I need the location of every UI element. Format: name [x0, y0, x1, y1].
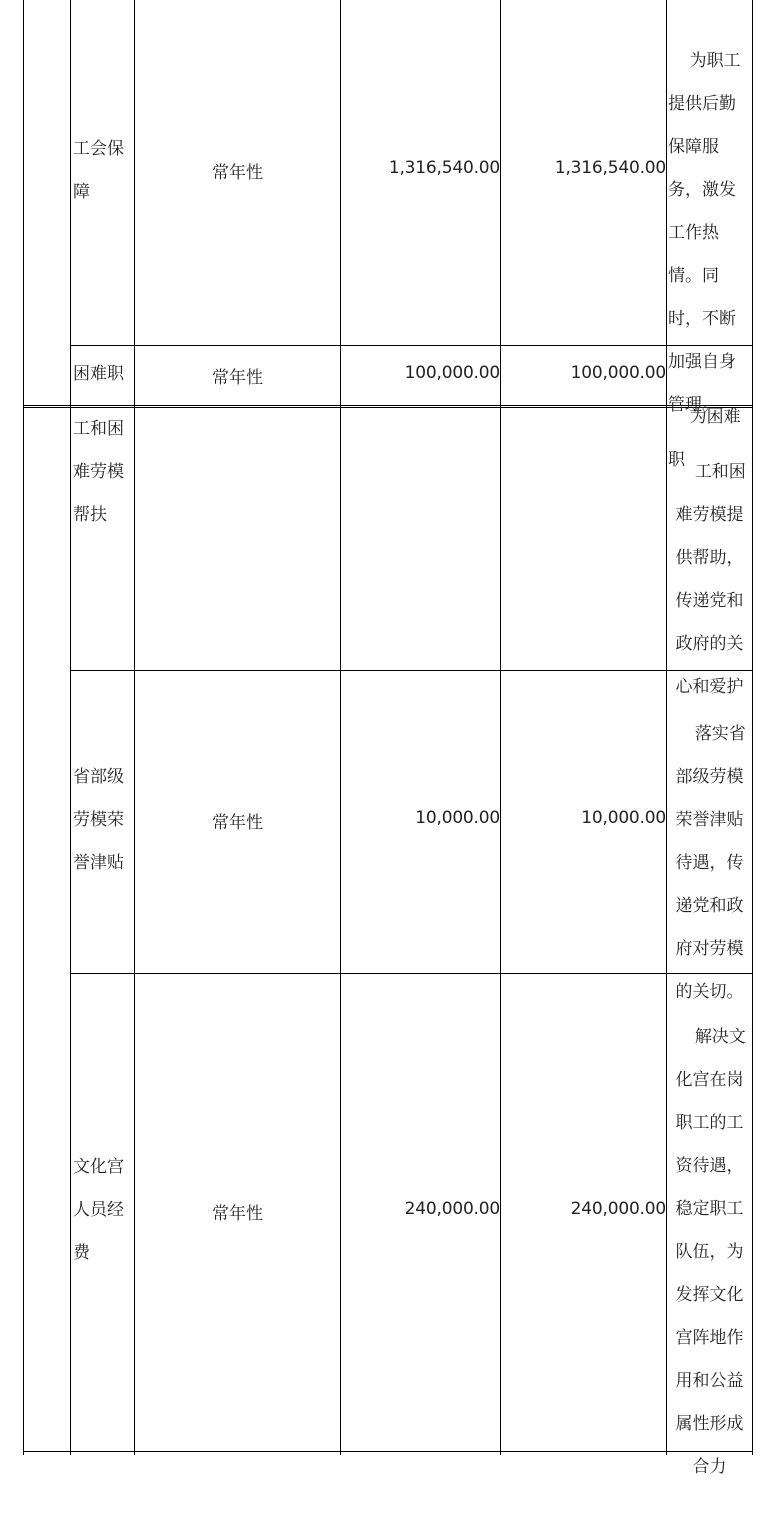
table-cell-name [71, 408, 134, 538]
table-cell-name [71, 1146, 134, 1276]
row-amount: 240,000.00 [570, 1199, 666, 1219]
border-col-amount-left [500, 0, 501, 1455]
row-name: 工和困难劳模帮扶 [73, 419, 124, 525]
bottom-border [23, 1451, 753, 1452]
row-type: 常年性 [212, 1204, 263, 1224]
row-budget: 240,000.00 [404, 1199, 500, 1219]
row-desc: 工和困难劳模提供帮助，传递党和政府的关心和爱护 [675, 462, 746, 697]
row-desc: 为困难职 [668, 407, 741, 470]
table-cell-type [135, 808, 340, 834]
table-cell-desc [667, 973, 751, 1477]
table-cell-desc [667, 0, 751, 415]
table-cell-amount [501, 1199, 666, 1225]
table-cell-desc [667, 353, 751, 470]
row-divider-3 [70, 973, 753, 974]
table-cell-name [71, 353, 134, 396]
row-budget: 1,316,540.00 [388, 158, 500, 178]
row-desc: 解决文化宫在岗职工的工资待遇，稳定职工队伍，为发挥文化宫阵地作用和公益属性形成合力 [675, 1027, 746, 1477]
table-cell-desc [667, 670, 751, 1002]
border-right-outer [752, 0, 753, 1455]
table-cell-budget [341, 158, 500, 184]
row-name: 省部级劳模荣誉津贴 [73, 767, 124, 873]
page-break-bottom-border [23, 405, 753, 406]
table-cell-amount [501, 363, 666, 389]
table-cell-amount [501, 158, 666, 184]
row-name: 困难职 [73, 364, 124, 384]
table-cell-desc [667, 408, 751, 697]
row-divider-1 [70, 345, 753, 346]
row-budget: 100,000.00 [404, 363, 500, 383]
row-name: 工会保障 [73, 139, 124, 202]
table-cell-type [135, 1199, 340, 1225]
border-left-outer [23, 0, 24, 1455]
table-cell-type [135, 158, 340, 184]
row-divider-2 [70, 670, 753, 671]
row-type: 常年性 [212, 813, 263, 833]
table-cell-budget [341, 363, 500, 389]
table-cell-name [71, 128, 134, 214]
row-amount: 1,316,540.00 [554, 158, 666, 178]
row-name: 文化宫人员经费 [73, 1157, 124, 1263]
row-amount: 100,000.00 [570, 363, 666, 383]
table-cell-budget [341, 1199, 500, 1225]
row-desc: 落实省部级劳模荣誉津贴待遇，传递党和政府对劳模的关切。 [675, 724, 746, 1002]
row-desc: 为职工提供后勤保障服务，激发工作热情。同时，不断加强自身管理。 [668, 51, 741, 415]
table-cell-budget [341, 808, 500, 834]
border-col-type-left [134, 0, 135, 1455]
table-cell-type [135, 363, 340, 389]
row-amount: 10,000.00 [581, 808, 666, 828]
border-col-budget-left [340, 0, 341, 1455]
row-type: 常年性 [212, 163, 263, 183]
row-type: 常年性 [212, 368, 263, 388]
table-cell-name [71, 756, 134, 886]
row-budget: 10,000.00 [415, 808, 500, 828]
table-cell-amount [501, 808, 666, 834]
